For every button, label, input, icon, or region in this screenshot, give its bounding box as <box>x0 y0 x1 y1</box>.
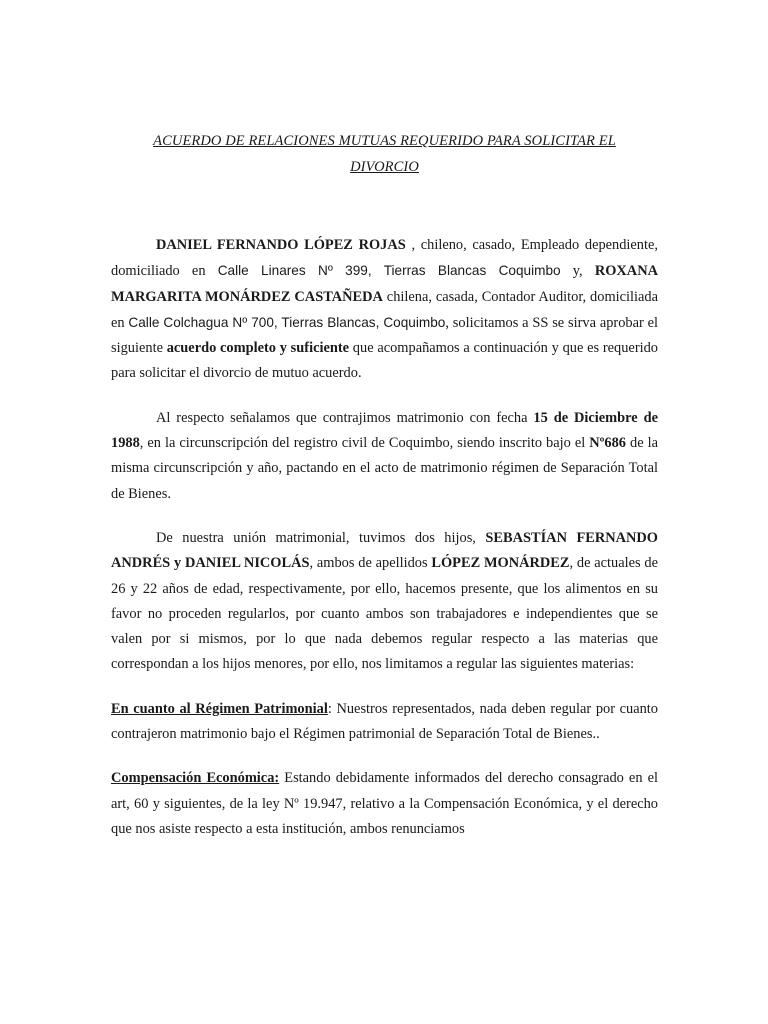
paragraph-patrimonial-regime <box>111 697 658 748</box>
address-1: Calle Linares Nº 399, Tierras Blancas Coquimbo <box>217 263 561 279</box>
document-body <box>111 233 658 842</box>
children-surname: LÓPEZ MONÁRDEZ <box>431 555 570 572</box>
text-span: Al respecto señalamos que contrajimos matrimonio con fecha <box>156 409 534 426</box>
title-line-1: ACUERDO DE RELACIONES MUTUAS REQUERIDO PARA SOLICITAR EL <box>153 133 616 149</box>
text-span: , chileno, casado, Empleado dependiente, domiciliado en <box>111 237 658 280</box>
agreement-phrase: acuerdo completo y suficiente <box>166 340 350 357</box>
text-span: : Nuestros representados, nada deben regular por cuanto contrajeron matrimonio bajo el Régimen patrimonial de Separación Total de Bienes.. <box>111 700 658 743</box>
paragraph-marriage <box>111 406 658 507</box>
marriage-date: 15 de Diciembre de 1988 <box>111 409 658 452</box>
text-span: , en la circunscripción del registro civil de Coquimbo, siendo inscrito bajo el <box>139 435 590 452</box>
paragraph-children <box>111 526 658 678</box>
section-heading-compensacion: Compensación Económica: <box>111 770 280 787</box>
address-2: Calle Colchagua Nº 700, Tierras Blancas, Coquimbo <box>128 314 446 330</box>
text-span: , de actuales de 26 y 22 años de edad, respectivamente, por ello, hacemos presente, que los alimentos en su favor no proceden regularlos, por cuanto ambos son trabajadores e independientes que se valen por si mismos, por lo que nada debemos regular respecto a las materias que correspondan a los hijos menores, por ello, nos limitamos a regular las siguientes materias: <box>111 555 658 673</box>
title-line-2: DIVORCIO <box>350 159 419 175</box>
party-name-2: ROXANA MARGARITA MONÁRDEZ CASTAÑEDA <box>111 263 658 305</box>
text-span: , solicitamos a SS se sirva aprobar el siguiente <box>111 314 658 357</box>
text-span: Estando debidamente informados del derecho consagrado en el art, 60 y siguientes, de la ley Nº 19.947, relativo a la Compensación Económica, y el derecho que nos asiste respecto a esta institución, ambos renunciamos <box>111 770 659 837</box>
text-span: de la misma circunscripción y año, pactando en el acto de matrimonio régimen de Separación Total de Bienes. <box>111 435 658 502</box>
children-names: SEBASTÍAN FERNANDO ANDRÉS y DANIEL NICOLÁS <box>111 529 658 572</box>
paragraph-parties <box>111 233 658 387</box>
paragraph-economic-compensation <box>111 766 658 842</box>
text-span: que acompañamos a continuación y que es requerido para solicitar el divorcio de mutuo acuerdo. <box>111 340 658 382</box>
text-span: , ambos de apellidos <box>309 555 432 572</box>
text-span: y, <box>560 263 595 280</box>
text-span: chilena, casada, Contador Auditor, domiciliada en <box>111 288 658 331</box>
party-name-1: DANIEL FERNANDO LÓPEZ ROJAS <box>156 237 406 253</box>
text-span: De nuestra unión matrimonial, tuvimos dos hijos, <box>156 529 486 546</box>
document-title <box>111 128 658 180</box>
registry-number: Nº686 <box>589 435 626 452</box>
section-heading-regimen: En cuanto al Régimen Patrimonial <box>111 700 328 717</box>
